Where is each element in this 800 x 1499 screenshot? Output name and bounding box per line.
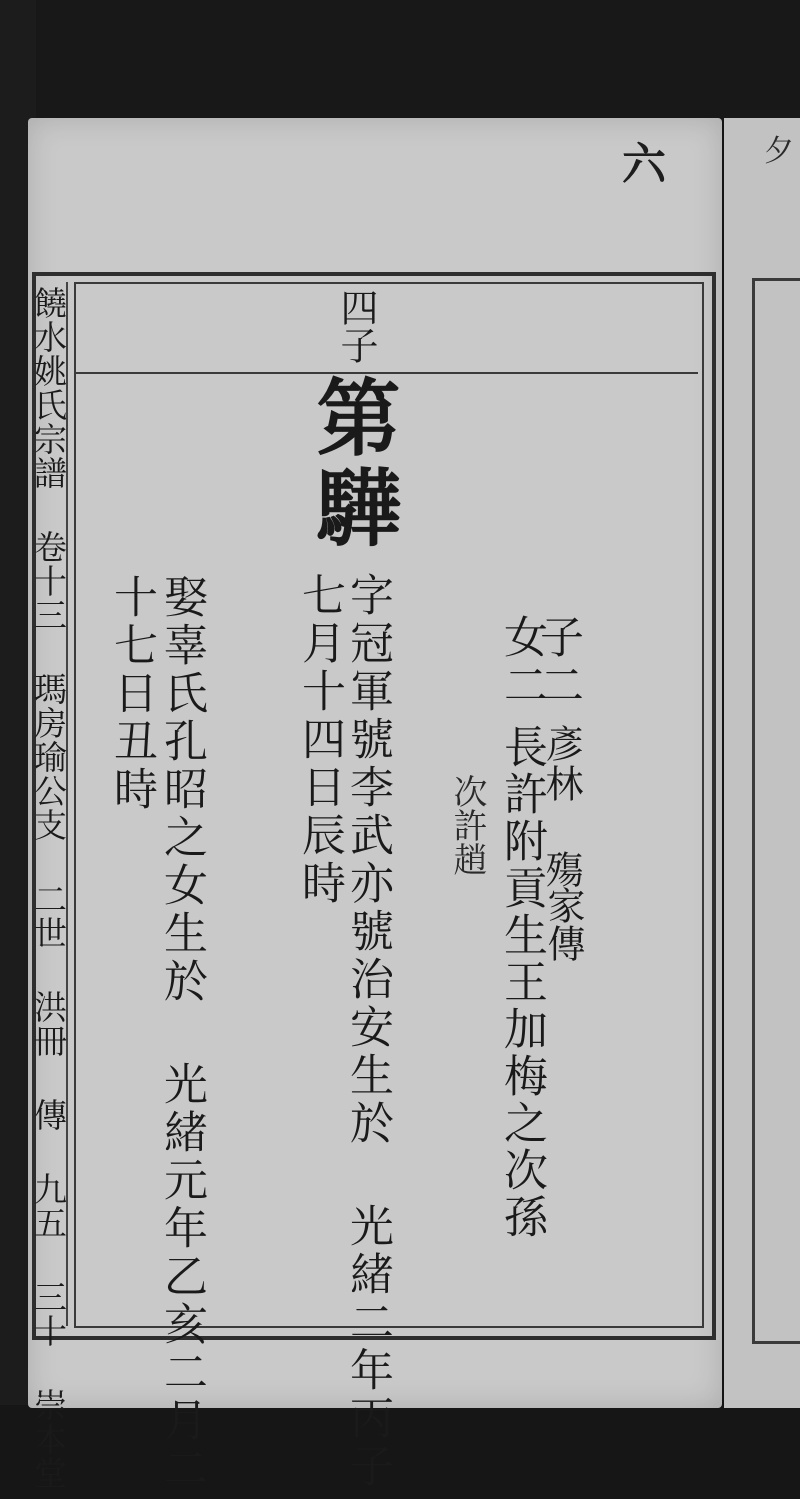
adjacent-page-number: 夕 xyxy=(764,134,794,169)
sons-label: 子二 xyxy=(532,614,583,710)
sons-note: 家傳 xyxy=(541,886,585,962)
daughters-label: 女二 xyxy=(496,614,547,710)
biography-line-3: 娶辜氏孔昭之女生於 光緒元年乙亥二月二 xyxy=(156,574,207,1493)
scan-background-bottom xyxy=(0,1405,800,1499)
spine-title: 饒水姚氏宗譜 卷十三 瑪房瑜公支 二世 洪冊 傳 九五 三十 崇本堂 xyxy=(29,286,68,1490)
sons-names: 彥林 殤 xyxy=(539,724,583,890)
daughter-2: 次許趙 xyxy=(447,774,487,876)
adjacent-page-frame xyxy=(752,278,800,1344)
bleed-through-ghost xyxy=(606,588,656,632)
adjacent-page xyxy=(724,118,800,1408)
genealogy-page xyxy=(28,118,722,1493)
header-rank: 四子 xyxy=(334,288,378,364)
person-name: 第驊 xyxy=(303,374,402,554)
page-number: 六 xyxy=(622,139,666,190)
biography-line-4: 十七日丑時 xyxy=(106,574,157,814)
biography-line-1: 字冠軍號李武亦號治安生於 光緒二年丙子 xyxy=(342,572,393,1491)
biography-line-2: 七月十四日辰時 xyxy=(294,572,345,908)
scan-background-top xyxy=(0,0,800,120)
daughter-1: 長許附貢生王加梅之次孫 xyxy=(496,724,547,1241)
